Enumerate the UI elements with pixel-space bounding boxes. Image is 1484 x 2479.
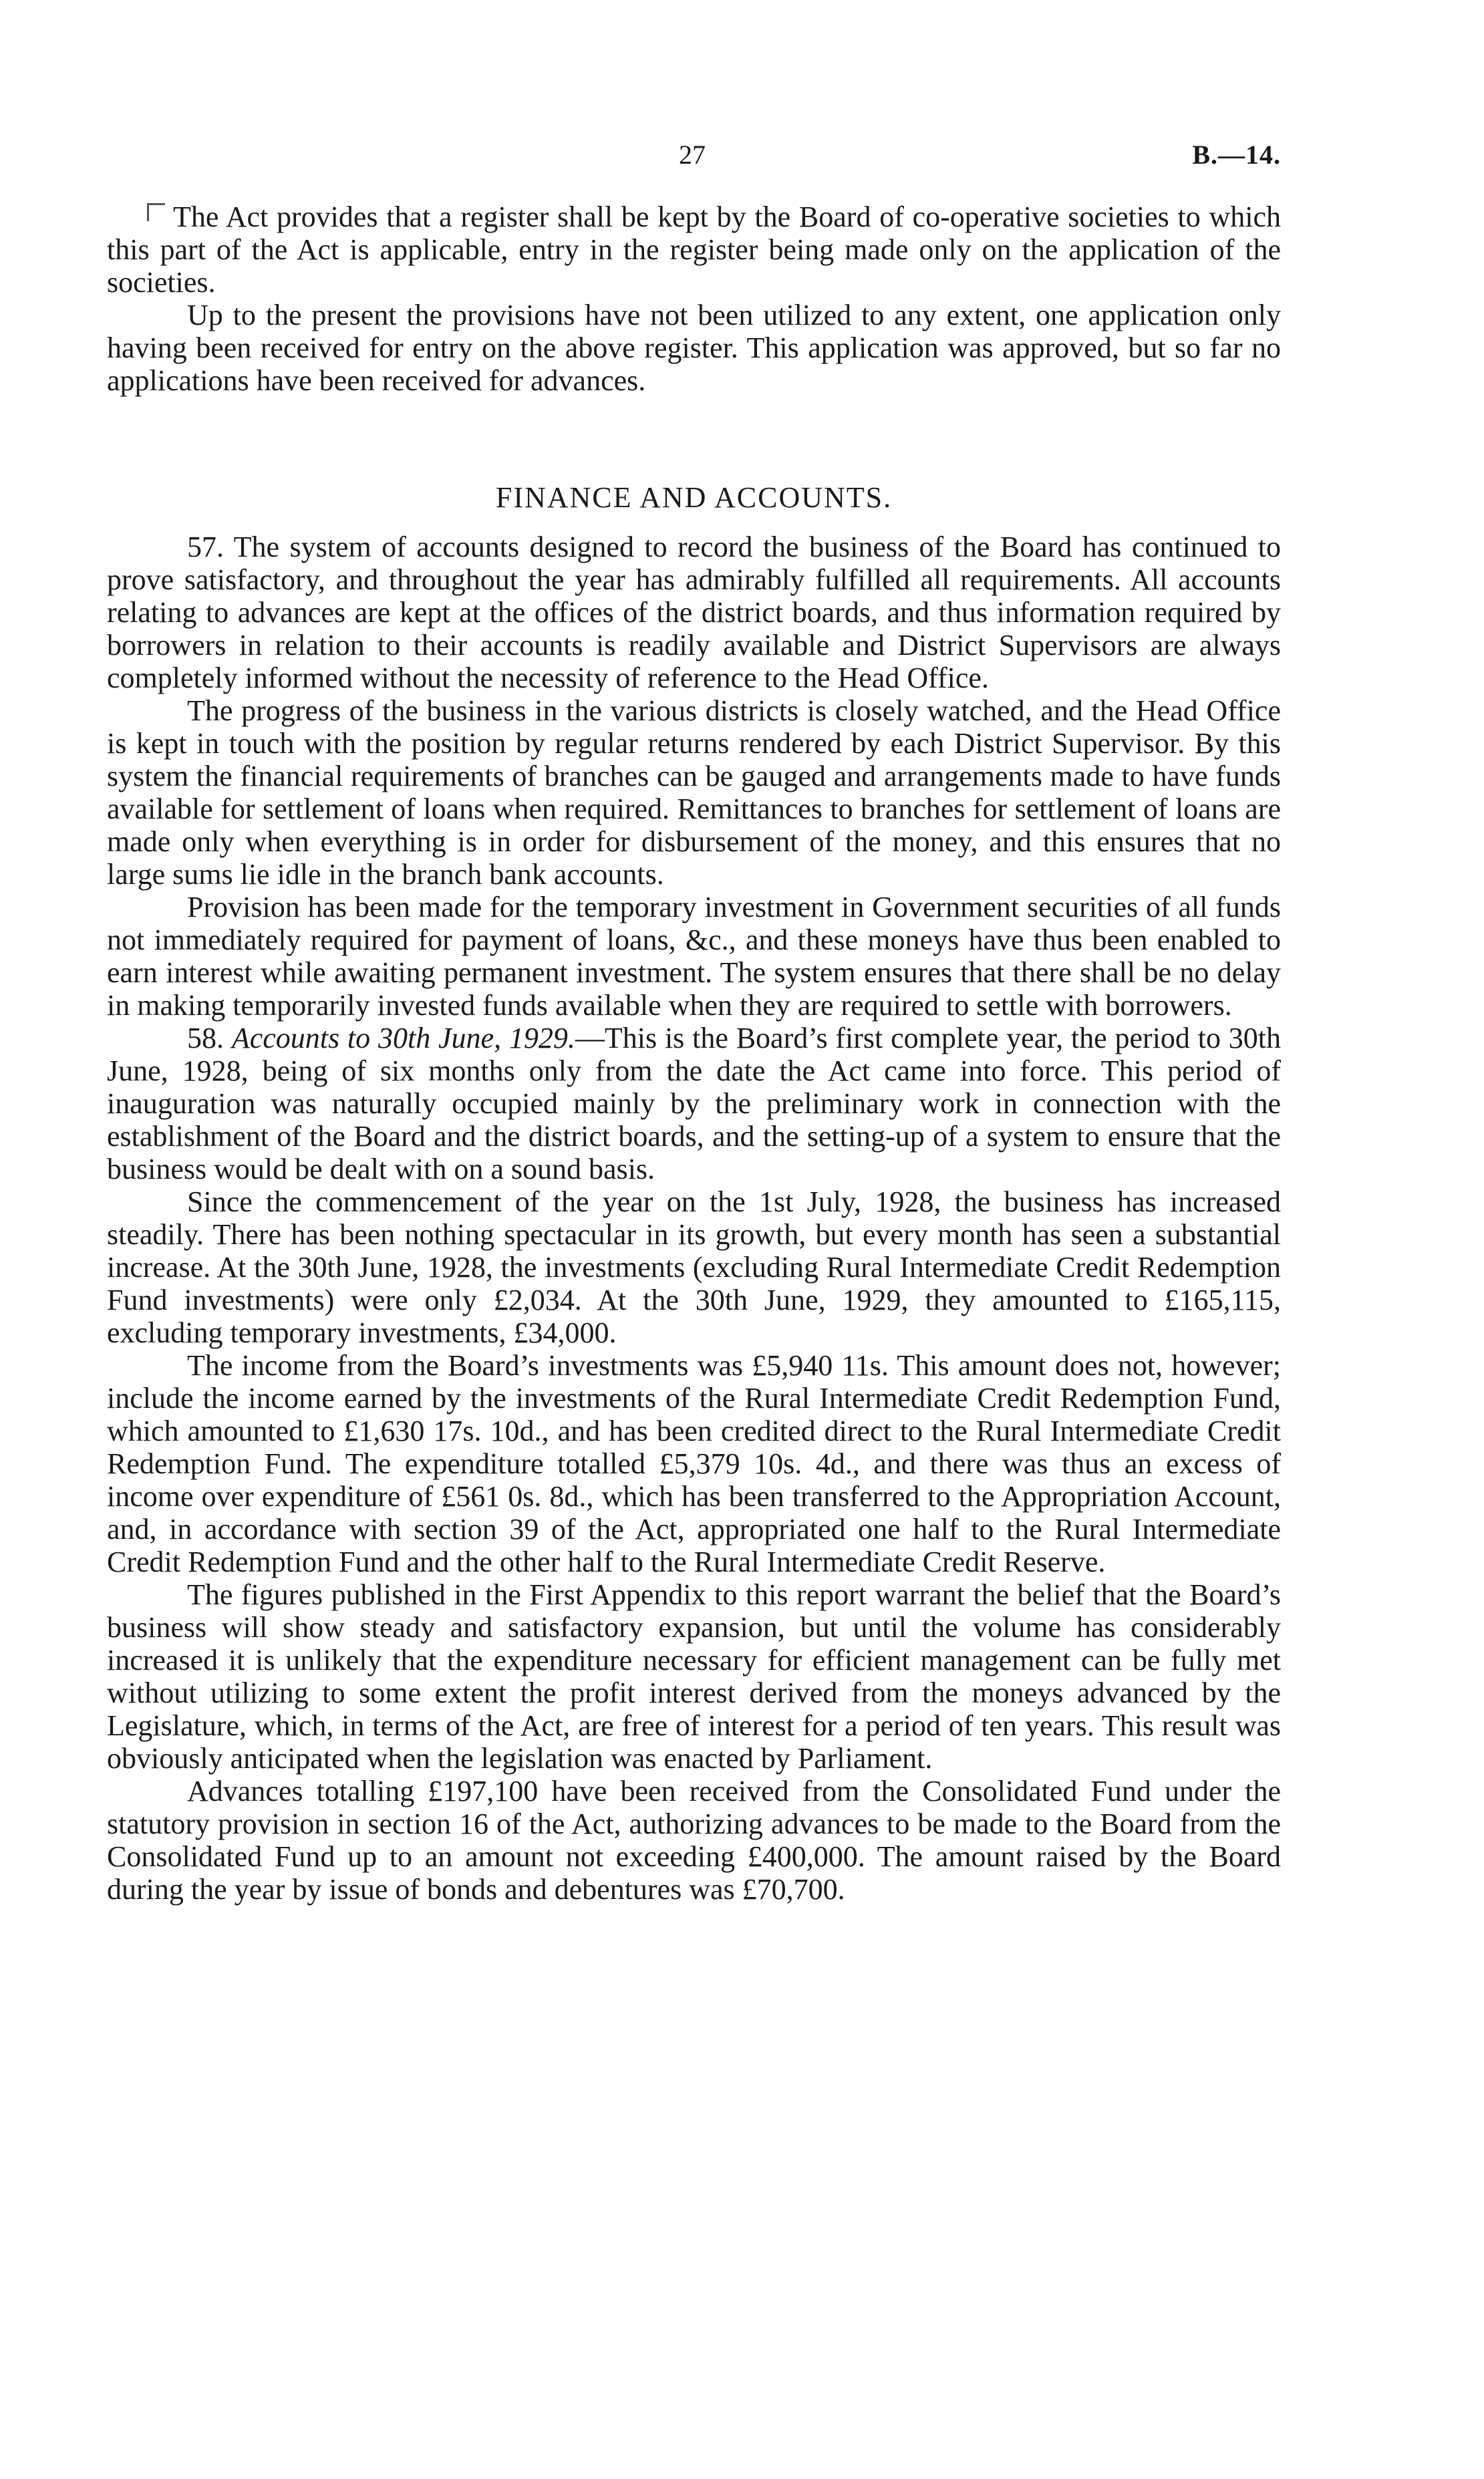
paragraph-58-number: 58. — [187, 1022, 224, 1054]
paragraph-provision: Provision has been made for the temporary investment in Government securities of all funds not immediately required for payment of loans, &c., and these moneys have thus been enabled to earn interest while awaiting permanent investment. The system ensures that there shall be no delay in making temporarily invested funds available when they are required to settle with borrowers. — [107, 891, 1281, 1022]
page-header — [0, 139, 1484, 179]
report-reference: B.—14. — [1192, 140, 1281, 170]
paragraph-58-text: —This is the Board’s first complete year, the period to 30th June, 1928, being of six months only from the date the Act came into force. This period of inauguration was naturally occupied mainly by the preliminary work in connection with the establishment of the Board and the district boards, and the setting-up of a system to ensure that the business would be dealt with on a sound basis. — [107, 1022, 1282, 1185]
paragraph-57: 57. The system of accounts designed to record the business of the Board has continued to prove satisfactory, and throughout the year has admirably fulfilled all requirements. All accounts relating to advances are kept at the offices of the district boards, and thus information required by borrowers in relation to their accounts is readily available and District Supervisors are always completely informed without the necessity of reference to the Head Office. — [107, 531, 1281, 694]
paragraph-commencement: Since the commencement of the year on the 1st July, 1928, the business has increased steadily. There has been nothing spectacular in its growth, but every month has seen a substantial increase. At the 30th June, 1928, the investments (excluding Rural Intermediate Credit Redemption Fund investments) were only £2,034. At the 30th June, 1929, they amounted to £165,115, excluding temporary investments, £34,000. — [107, 1185, 1281, 1349]
paragraph-advances: Advances totalling £197,100 have been received from the Consolidated Fund under the statutory provision in section 16 of the Act, authorizing advances to be made to the Board from the Consolidated Fund up to an amount not exceeding £400,000. The amount raised by the Board during the year by issue of bonds and debentures was £70,700. — [107, 1775, 1281, 1906]
paragraph-58-heading: Accounts to 30th June, 1929. — [231, 1022, 575, 1054]
document-body — [107, 200, 1281, 1906]
paragraph-58 — [107, 1022, 1281, 1185]
paragraph-progress: The progress of the business in the various districts is closely watched, and the Head Office is kept in touch with the position by regular returns rendered by each District Supervisor. By this system the financial requirements of branches can be gauged and arrangements made to have funds available for settlement of loans when required. Remittances to branches for settlement of loans are made only when everything is in order for disbursement of the money, and this ensures that no large sums lie idle in the branch bank accounts. — [107, 694, 1281, 891]
page-number: 27 — [679, 140, 706, 170]
paragraph-appendix: The figures published in the First Appendix to this report warrant the belief that the Board’s business will show steady and satisfactory expansion, but until the volume has considerably increased it is unlikely that the expenditure necessary for efficient management can be fully met without utilizing to some extent the profit interest derived from the moneys advanced by the Legislature, which, in terms of the Act, are free of interest for a period of ten years. This result was obviously anticipated when the legislation was enacted by Parliament. — [107, 1578, 1281, 1775]
paragraph-income: The income from the Board’s investments was £5,940 11s. This amount does not, however; include the income earned by the investments of the Rural Intermediate Credit Redemption Fund, which amounted to £1,630 17s. 10d., and has been credited direct to the Rural Intermediate Credit Redemption Fund. The expenditure totalled £5,379 10s. 4d., and there was thus an excess of income over expenditure of £561 0s. 8d., which has been transferred to the Appropriation Account, and, in accordance with section 39 of the Act, appropriated one half to the Rural Intermediate Credit Redemption Fund and the other half to the Rural Intermediate Credit Reserve. — [107, 1349, 1281, 1578]
paragraph-provisions: Up to the present the provisions have not been utilized to any extent, one application only having been received for entry on the above register. This application was approved, but so far no applications have been received for advances. — [107, 299, 1281, 397]
section-title: FINANCE AND ACCOUNTS. — [495, 481, 893, 514]
paragraph-register: The Act provides that a register shall be kept by the Board of co-operative societies to which this part of the Act is applicable, entry in the register being made only on the application of the societies. — [107, 200, 1281, 299]
margin-mark-icon — [147, 203, 165, 221]
